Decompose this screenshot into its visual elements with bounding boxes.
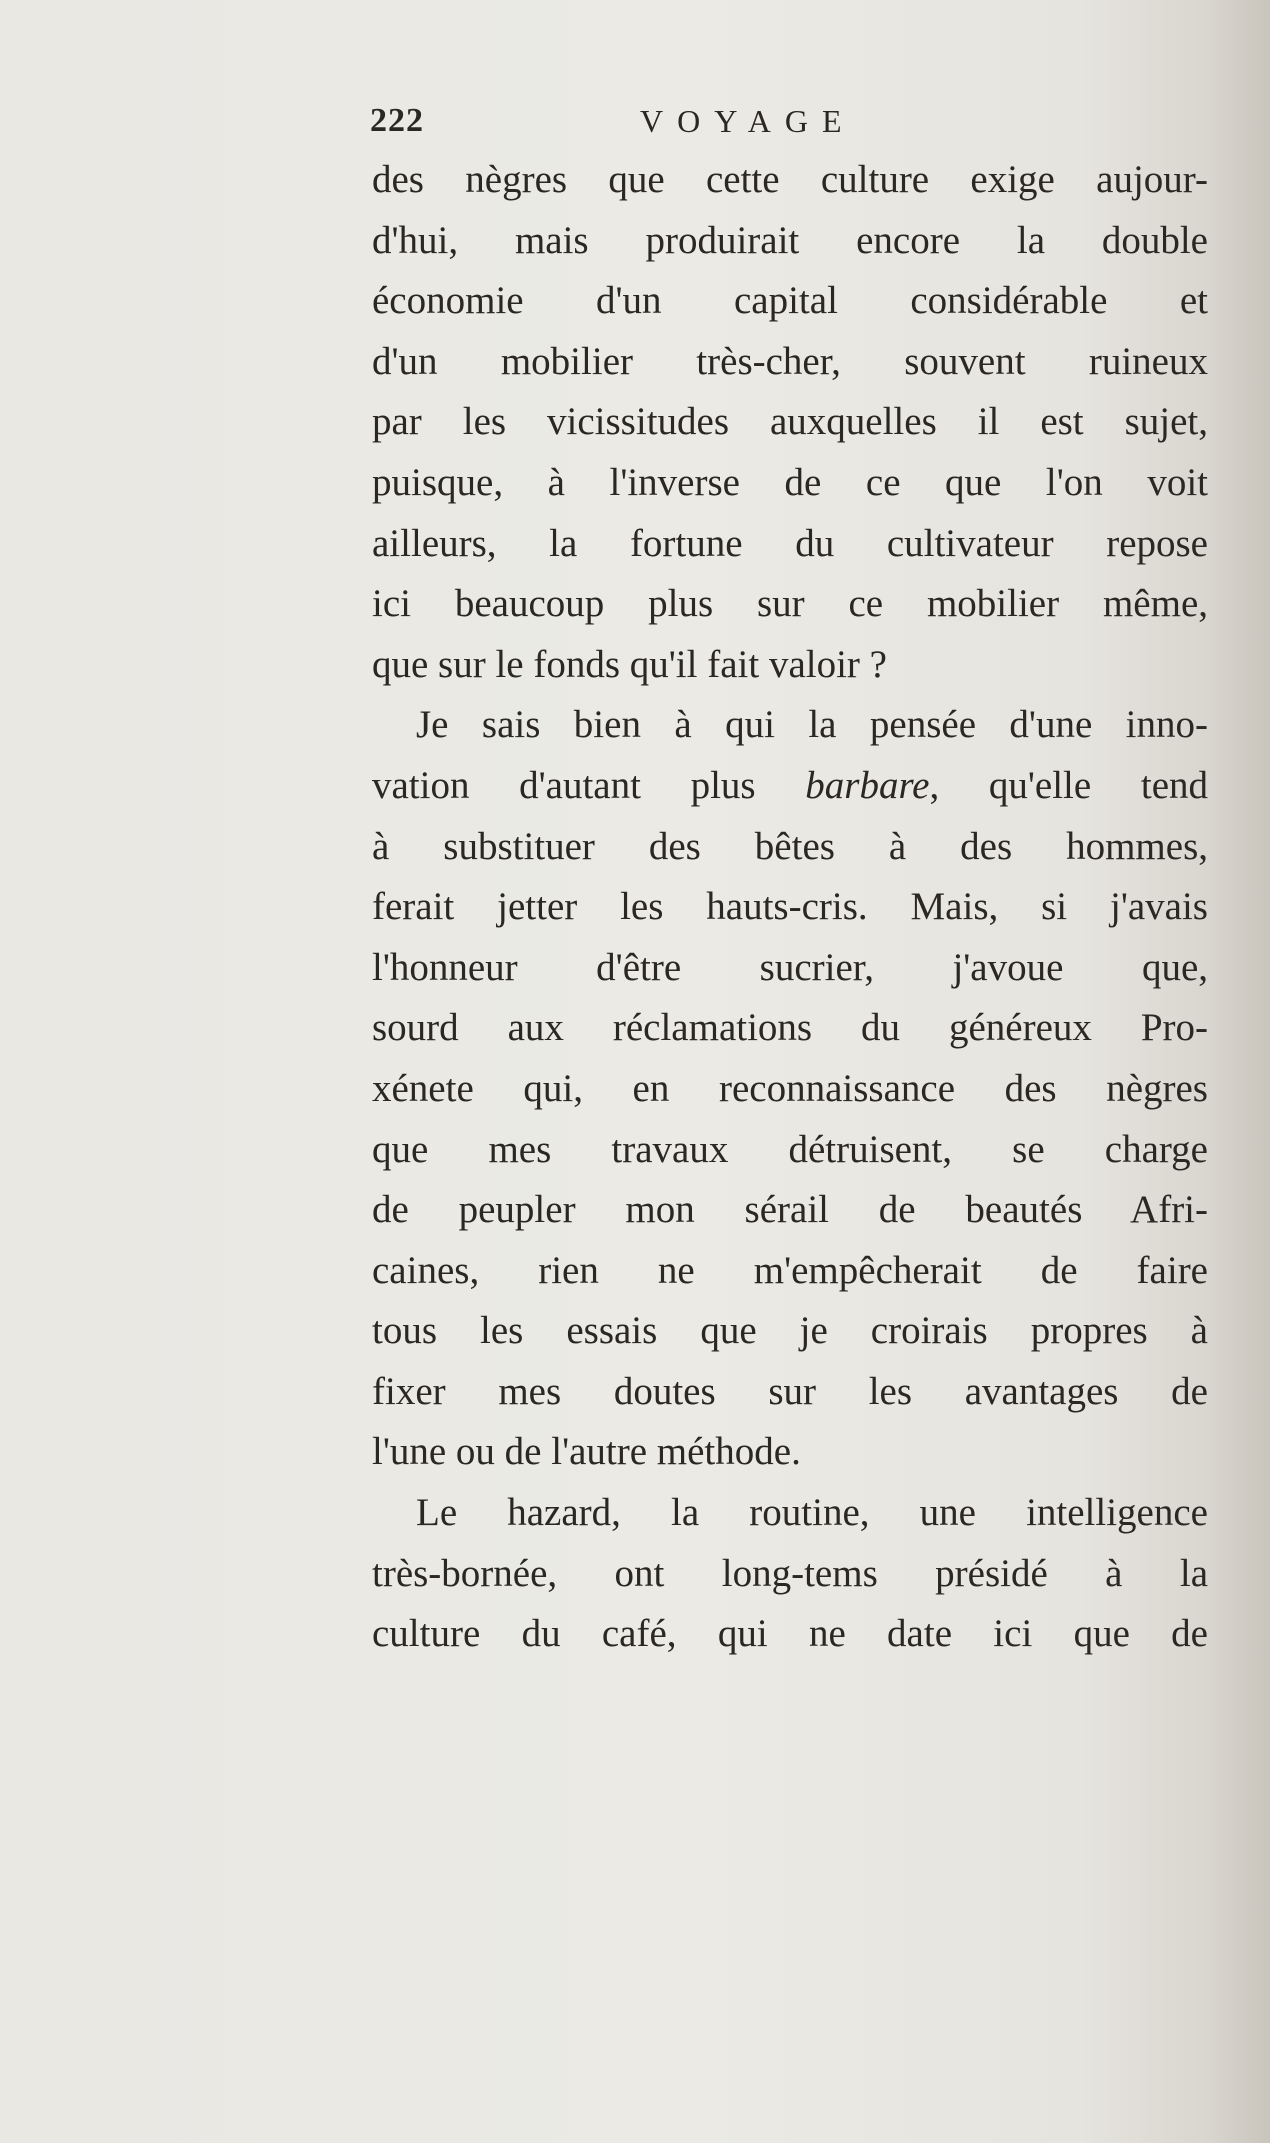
text-line: l'une ou de l'autre méthode. [372, 1430, 801, 1474]
text-line: culture du café, qui ne date ici que de [372, 1612, 1208, 1656]
text-line: tous les essais que je croirais propres à [372, 1309, 1208, 1353]
text-line: Je sais bien à qui la pensée d'une inno- [416, 703, 1208, 747]
text-line: l'honneur d'être sucrier, j'avoue que, [372, 945, 1208, 989]
page-header [370, 96, 930, 146]
text-line: sourd aux réclamations du généreux Pro- [372, 1006, 1208, 1050]
text-line: ailleurs, la fortune du cultivateur repose [372, 521, 1208, 565]
text-line: puisque, à l'inverse de ce que l'on voit [372, 460, 1208, 504]
italic-word: barbare [805, 763, 930, 807]
text-line: que sur le fonds qu'il fait valoir ? [372, 642, 887, 686]
text-line: caines, rien ne m'empêcherait de faire [372, 1248, 1208, 1292]
text-fragment: , qu'elle tend [929, 763, 1208, 807]
text-line: très-bornée, ont long-tems présidé à la [372, 1551, 1208, 1595]
text-line: que mes travaux détruisent, se charge [372, 1127, 1208, 1171]
text-line: ferait jetter les hauts-cris. Mais, si j'avais [372, 885, 1208, 929]
text-line: économie d'un capital considérable et [372, 279, 1208, 323]
body-text [372, 150, 1208, 1665]
page-number: 222 [370, 102, 424, 139]
text-line: par les vicissitudes auxquelles il est sujet, [372, 400, 1208, 444]
text-line: Le hazard, la routine, une intelligence [416, 1491, 1208, 1535]
text-line: de peupler mon sérail de beautés Afri- [372, 1188, 1208, 1232]
text-line: d'un mobilier très-cher, souvent ruineux [372, 339, 1208, 383]
text-line: à substituer des bêtes à des hommes, [372, 824, 1208, 868]
text-line: xénete qui, en reconnaissance des nègres [372, 1066, 1208, 1110]
text-line: d'hui, mais produirait encore la double [372, 218, 1208, 262]
text-line [372, 756, 1208, 817]
text-fragment: vation d'autant plus [372, 763, 806, 807]
running-head: VOYAGE [640, 103, 856, 139]
text-line: ici beaucoup plus sur ce mobilier même, [372, 582, 1208, 626]
text-line: des nègres que cette culture exige aujour- [372, 158, 1208, 201]
text-line: fixer mes doutes sur les avantages de [372, 1369, 1208, 1413]
